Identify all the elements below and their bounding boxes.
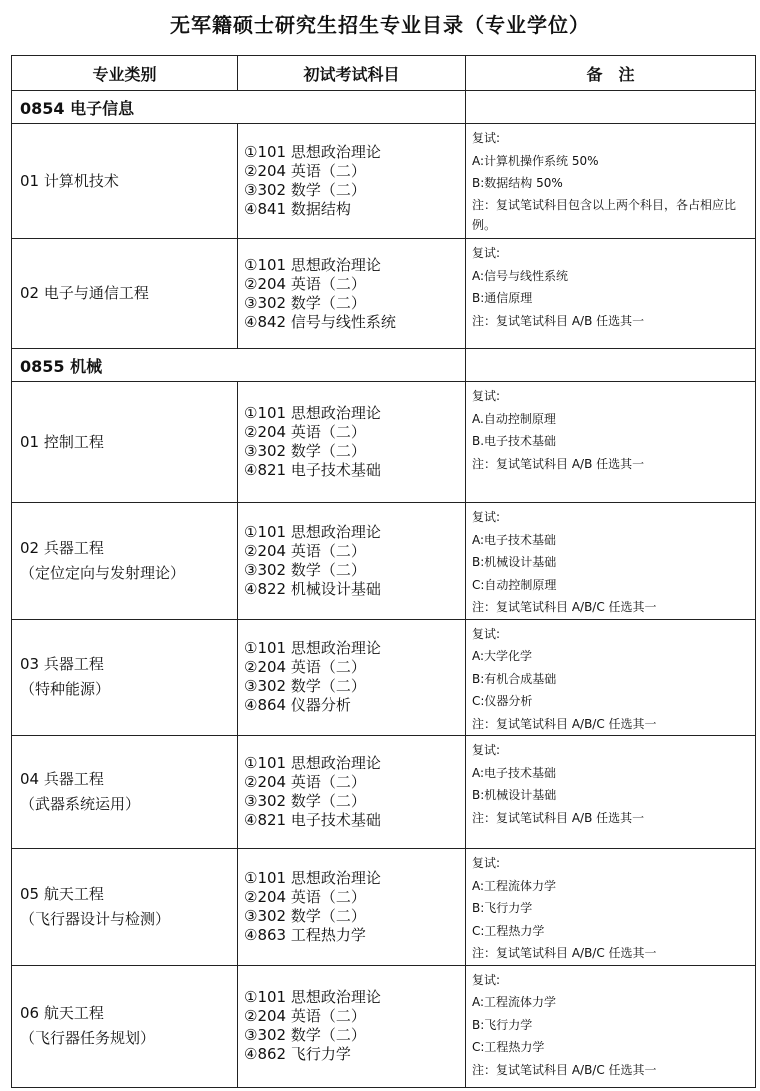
note-line: A:工程流体力学: [472, 878, 557, 893]
exam-subject: ④821 电子技术基础: [244, 811, 381, 829]
category-row: [12, 91, 756, 124]
note-line: 注：复试笔试科目 A/B/C 任选其一: [472, 600, 657, 614]
notes-cell: [466, 239, 756, 349]
major-name: 05 航天工程: [20, 884, 104, 903]
exam-subject: ①101 思想政治理论: [244, 754, 381, 772]
note-line: C:工程热力学: [472, 1040, 545, 1054]
major-cell: [12, 849, 238, 966]
major-row: [12, 239, 756, 349]
exam-subject: ①101 思想政治理论: [244, 988, 381, 1006]
category-row: [12, 349, 756, 382]
note-line: C:自动控制原理: [472, 577, 557, 592]
exam-cell: [238, 849, 466, 966]
category-code: 0854 电子信息: [12, 91, 466, 124]
exam-subject: ②204 英语（二）: [244, 773, 366, 791]
major-name: 02 电子与通信工程: [20, 284, 149, 302]
major-row: [12, 736, 756, 849]
exam-subject: ②204 英语（二）: [244, 887, 366, 906]
note-line: 注：复试笔试科目 A/B/C 任选其一: [472, 1062, 657, 1077]
major-name: 02 兵器工程: [20, 538, 104, 557]
exam-subject: ④842 信号与线性系统: [244, 312, 396, 331]
note-line: A:电子技术基础: [472, 765, 557, 780]
major-name: 04 兵器工程: [20, 770, 104, 788]
note-line: 注：复试笔试科目包含以上两个科目，各占相应比例。: [472, 197, 737, 232]
major-subtitle: （武器系统运用）: [20, 795, 141, 813]
major-cell: [12, 619, 238, 736]
exam-cell: [238, 503, 466, 620]
exam-subject: ③302 数学（二）: [244, 293, 366, 312]
note-line: 复试:: [472, 510, 501, 524]
note-line: 复试:: [472, 246, 501, 260]
note-line: B:机械设计基础: [472, 555, 557, 569]
notes-cell: [466, 965, 756, 1087]
note-line: B:飞行力学: [472, 901, 533, 915]
note-line: 复试:: [472, 972, 501, 987]
major-cell: [12, 382, 238, 503]
note-line: 注：复试笔试科目 A/B 任选其一: [472, 313, 645, 328]
note-line: A.自动控制原理: [472, 411, 556, 426]
category-notes-empty: [466, 349, 756, 382]
exam-subject: ④822 机械设计基础: [244, 579, 381, 598]
major-cell: [12, 124, 238, 239]
exam-subject: ①101 思想政治理论: [244, 522, 381, 541]
major-cell: [12, 239, 238, 349]
major-row: [12, 124, 756, 239]
major-name: 01 控制工程: [20, 432, 104, 451]
note-line: B:通信原理: [472, 291, 533, 305]
note-line: C:工程热力学: [472, 923, 545, 938]
note-line: 复试:: [472, 389, 501, 403]
note-line: 注：复试笔试科目 A/B/C 任选其一: [472, 716, 657, 731]
notes-cell: [466, 124, 756, 239]
major-subtitle: （飞行器设计与检测）: [20, 909, 171, 928]
major-row: [12, 382, 756, 503]
exam-subject: ④821 电子技术基础: [244, 461, 381, 479]
major-subtitle: （特种能源）: [20, 680, 111, 699]
major-name: 06 航天工程: [20, 1004, 104, 1022]
note-line: A:工程流体力学: [472, 995, 557, 1009]
exam-subject: ①101 思想政治理论: [244, 143, 381, 161]
header-exam: 初试考试科目: [238, 56, 466, 91]
note-line: B:飞行力学: [472, 1017, 533, 1032]
note-line: B:有机合成基础: [472, 671, 557, 686]
exam-subject: ①101 思想政治理论: [244, 868, 381, 887]
exam-cell: [238, 239, 466, 349]
header-row: [12, 56, 756, 91]
exam-subject: ④862 飞行力学: [244, 1045, 351, 1063]
exam-cell: [238, 124, 466, 239]
exam-subject: ②204 英语（二）: [244, 162, 366, 180]
note-line: A:信号与线性系统: [472, 268, 569, 283]
exam-subject: ①101 思想政治理论: [244, 404, 381, 422]
exam-subject: ③302 数学（二）: [244, 677, 366, 696]
exam-cell: [238, 736, 466, 849]
note-line: B:机械设计基础: [472, 788, 557, 802]
exam-subject: ④863 工程热力学: [244, 925, 366, 944]
header-category: 专业类别: [12, 56, 238, 91]
exam-subject: ③302 数学（二）: [244, 906, 366, 925]
exam-subject: ③302 数学（二）: [244, 181, 366, 199]
exam-subject: ③302 数学（二）: [244, 560, 366, 579]
exam-subject: ④864 仪器分析: [244, 696, 351, 715]
major-row: [12, 965, 756, 1087]
exam-subject: ②204 英语（二）: [244, 1007, 366, 1025]
note-line: 复试:: [472, 626, 501, 641]
exam-subject: ①101 思想政治理论: [244, 255, 381, 274]
exam-cell: [238, 619, 466, 736]
note-line: 注：复试笔试科目 A/B/C 任选其一: [472, 946, 657, 960]
major-cell: [12, 736, 238, 849]
major-subtitle: （定位定向与发射理论）: [20, 563, 186, 582]
notes-cell: [466, 619, 756, 736]
note-line: B.电子技术基础: [472, 434, 557, 448]
exam-subject: ③302 数学（二）: [244, 1026, 366, 1044]
notes-cell: [466, 503, 756, 620]
exam-cell: [238, 965, 466, 1087]
notes-cell: [466, 849, 756, 966]
note-line: 复试:: [472, 131, 501, 145]
note-line: C:仪器分析: [472, 694, 533, 708]
major-cell: [12, 503, 238, 620]
major-row: [12, 503, 756, 620]
exam-subject: ②204 英语（二）: [244, 423, 366, 441]
category-notes-empty: [466, 91, 756, 124]
note-line: A:计算机操作系统 50%: [472, 153, 599, 168]
major-row: [12, 849, 756, 966]
note-line: 注：复试笔试科目 A/B 任选其一: [472, 456, 645, 471]
exam-subject: ②204 英语（二）: [244, 658, 366, 677]
note-line: 复试:: [472, 743, 501, 757]
note-line: B:数据结构 50%: [472, 176, 563, 190]
exam-subject: ③302 数学（二）: [244, 442, 366, 460]
catalog-table: [11, 55, 756, 1088]
category-code: 0855 机械: [12, 349, 466, 382]
exam-subject: ①101 思想政治理论: [244, 639, 381, 658]
major-cell: [12, 965, 238, 1087]
major-name: 03 兵器工程: [20, 655, 104, 674]
exam-subject: ③302 数学（二）: [244, 792, 366, 810]
major-subtitle: （飞行器任务规划）: [20, 1029, 156, 1047]
exam-subject: ②204 英语（二）: [244, 274, 366, 293]
exam-cell: [238, 382, 466, 503]
note-line: A:大学化学: [472, 649, 533, 663]
notes-cell: [466, 736, 756, 849]
note-line: A:电子技术基础: [472, 532, 557, 547]
major-name: 01 计算机技术: [20, 171, 119, 190]
note-line: 注：复试笔试科目 A/B 任选其一: [472, 810, 645, 825]
exam-subject: ②204 英语（二）: [244, 541, 366, 560]
note-line: 复试:: [472, 856, 501, 870]
notes-cell: [466, 382, 756, 503]
page-title: 无军籍硕士研究生招生专业目录（专业学位）: [170, 13, 590, 37]
header-notes: 备 注: [466, 56, 756, 91]
exam-subject: ④841 数据结构: [244, 200, 351, 218]
major-row: [12, 619, 756, 736]
